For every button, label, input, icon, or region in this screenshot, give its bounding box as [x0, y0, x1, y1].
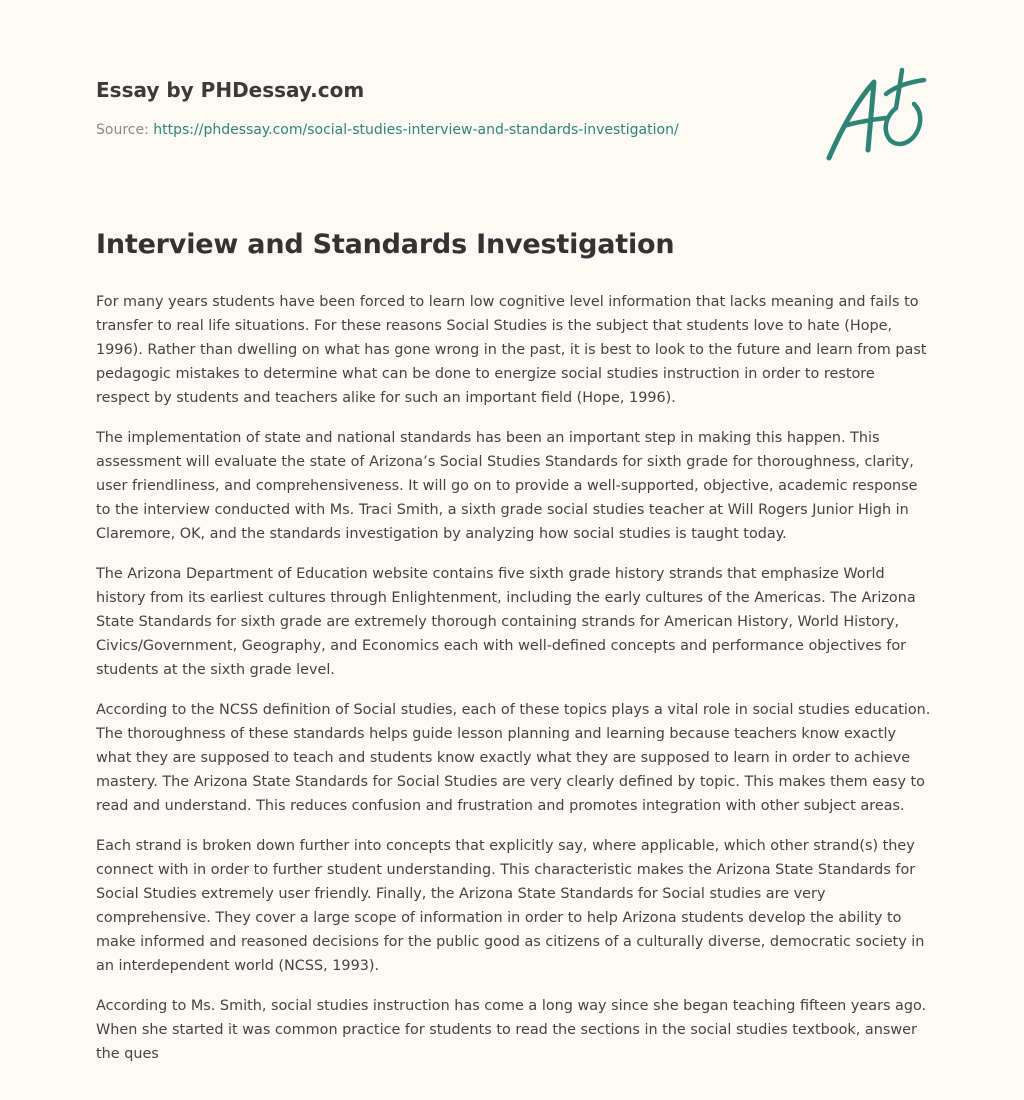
essay-article	[96, 222, 932, 1082]
page-header	[96, 72, 796, 140]
source-link[interactable]: https://phdessay.com/social-studies-interview-and-standards-investigation/	[153, 122, 679, 138]
essay-paragraph-6: According to Ms. Smith, social studies instruction has come a long way since she began teaching fifteen years ago. When she started it was common practice for students to read the sections in the social studies textbook, answer the ques	[96, 998, 927, 1062]
a-plus-logo-svg	[820, 66, 930, 166]
essay-title: Interview and Standards Investigation	[96, 229, 675, 260]
a-plus-logo-icon	[820, 66, 930, 166]
essay-paragraph-3: The Arizona Department of Education website contains five sixth grade history strands that emphasize World history from its earliest cultures through Enlightenment, including the early cultures of the Americas. The Arizona State Standards for sixth grade are extremely thorough containing strands for American History, World History, Civics/Government, Geography, and Economics each with well-defined concepts and performance objectives for students at the sixth grade level.	[96, 566, 916, 678]
source-line	[96, 120, 796, 140]
source-label: Source:	[96, 122, 149, 138]
essay-paragraph-1: For many years students have been forced to learn low cognitive level information that lacks meaning and fails to transfer to real life situations. For these reasons Social Studies is the subject that students love to hate (Hope, 1996). Rather than dwelling on what has gone wrong in the past, it is best to look to the future and learn from past pedagogic mistakes to determine what can be done to energize social studies instruction in order to restore respect by students and teachers alike for such an important field (Hope, 1996).	[96, 294, 927, 406]
essay-paragraph-4: According to the NCSS definition of Social studies, each of these topics plays a vital role in social studies education. The thoroughness of these standards helps guide lesson planning and learning because teachers know exactly what they are supposed to teach and students know exactly what they are supposed to learn in order to achieve mastery. The Arizona State Standards for Social Studies are very clearly defined by topic. This makes them easy to read and understand. This reduces confusion and frustration and promotes integration with other subject areas.	[96, 702, 931, 814]
brand-title: Essay by PHDessay.com	[96, 78, 365, 102]
essay-paragraph-2: The implementation of state and national standards has been an important step in making this happen. This assessment will evaluate the state of Arizona’s Social Studies Standards for sixth grade for thoroughness, clarity, user friendliness, and comprehensiveness. It will go on to provide a well-supported, objective, academic response to the interview conducted with Ms. Traci Smith, a sixth grade social studies teacher at Will Rogers Junior High in Claremore, OK, and the standards investigation by analyzing how social studies is taught today.	[96, 430, 918, 542]
essay-paragraph-5: Each strand is broken down further into concepts that explicitly say, where applicable, which other strand(s) they connect with in order to further student understanding. This characteristic makes the Arizona State Standards for Social Studies extremely user friendly. Finally, the Arizona State Standards for Social studies are very comprehensive. They cover a large scope of information in order to help Arizona students develop the ability to make informed and reasoned decisions for the public good as citizens of a culturally diverse, democratic society in an interdependent world (NCSS, 1993).	[96, 838, 925, 974]
